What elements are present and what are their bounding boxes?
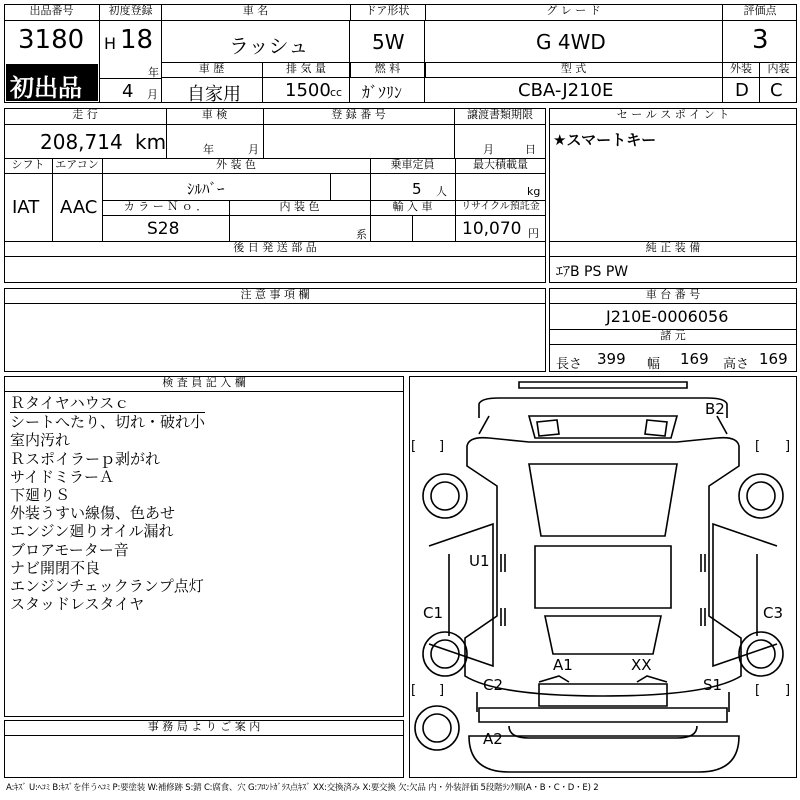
recycle-unit: 円 xyxy=(528,227,539,240)
capacity-label: 乗車定員 xyxy=(370,158,456,174)
bracket-mark: [ xyxy=(411,683,417,698)
lot-label: 出品番号 xyxy=(4,4,100,21)
load-unit: kg xyxy=(527,185,541,198)
divider xyxy=(349,21,350,63)
disp-label: 排 気 量 xyxy=(262,62,351,78)
reg-label: 初度登録 xyxy=(100,4,162,21)
ac-label: エアコン xyxy=(52,158,103,174)
inspector-remarks xyxy=(10,394,205,613)
shift: IAT xyxy=(12,197,40,218)
sales-point: ★スマートキー xyxy=(553,131,657,149)
office-label: 事 務 局 よ り ご 案 内 xyxy=(4,720,404,736)
divider xyxy=(52,158,53,242)
reg-month-unit: 月 xyxy=(147,88,158,101)
damage-mark: C3 xyxy=(763,604,784,622)
inspector-label: 検 査 員 記 入 欄 xyxy=(4,376,404,392)
bracket-mark: [ xyxy=(755,683,761,698)
divider xyxy=(229,200,230,242)
car-name: ラッシュ xyxy=(229,34,309,58)
inspector-remark-line: Ｒスポイラーｐ剥がれ xyxy=(10,449,161,468)
bracket-mark: ] xyxy=(439,439,445,454)
bracket-mark: ] xyxy=(785,683,791,698)
reg-month: 4 xyxy=(122,81,134,102)
bracket-mark: [ xyxy=(755,439,761,454)
divider xyxy=(262,62,263,103)
recycle-fee: 10,070 xyxy=(462,219,522,239)
insp-month: 月 xyxy=(248,143,259,156)
damage-mark: A2 xyxy=(483,730,503,748)
reg-era: H xyxy=(104,34,117,53)
mileage: 208,714 xyxy=(40,130,123,154)
intcolor-unit: 系 xyxy=(356,228,367,241)
fuel-label: 燃 料 xyxy=(350,62,426,78)
int-grade: C xyxy=(770,80,783,101)
divider xyxy=(424,62,425,103)
notes-label: 注 意 事 項 欄 xyxy=(4,288,546,304)
fuel: ｶﾞｿﾘﾝ xyxy=(362,83,403,102)
load-label: 最大積載量 xyxy=(455,158,546,174)
inspector-remark-line: ブロアモーター音 xyxy=(10,540,129,559)
inspector-remark-line: 下廻りＳ xyxy=(10,486,71,505)
equipment: ｴｱB PS PW xyxy=(556,264,629,280)
reg-year: 18 xyxy=(120,25,154,55)
model-label: 型 式 xyxy=(425,62,723,78)
inspector-remark-line: エンジン廻りオイル漏れ xyxy=(10,522,174,541)
ext-grade: D xyxy=(735,80,749,101)
grade: G 4WD xyxy=(536,30,606,54)
width-label: 幅 xyxy=(647,357,661,372)
displacement: 1500 xyxy=(285,80,331,101)
mileage-unit: km xyxy=(135,130,167,154)
chassis-label: 車 台 番 号 xyxy=(549,288,797,304)
recycle-label: リサイクル預託金 xyxy=(455,200,546,216)
history: 自家用 xyxy=(187,84,241,105)
lot-number: 3180 xyxy=(18,25,85,55)
damage-mark: B2 xyxy=(705,400,725,418)
damage-mark: S1 xyxy=(703,676,723,694)
capacity: 5 xyxy=(412,180,422,198)
sales-label: セ ー ル ス ポ イ ン ト xyxy=(549,108,797,125)
bracket-mark: ] xyxy=(785,439,791,454)
insp-year: 年 xyxy=(203,143,214,156)
transfer-label: 譲渡書類期限 xyxy=(454,108,546,125)
exterior-color: ｼﾙﾊﾞｰ xyxy=(187,180,225,198)
mileage-label: 走 行 xyxy=(4,108,167,125)
int-label: 内装 xyxy=(760,62,797,78)
divider xyxy=(759,78,760,103)
disp-unit: cc xyxy=(330,86,343,99)
divider xyxy=(424,21,425,63)
legend: A:ｷｽﾞ U:ﾍｺﾐ B:ｷｽﾞを伴うﾍｺﾐ P:要塗装 W:補修跡 S:錆 C:腐食、穴 G:ﾌﾛﾝﾄｶﾞﾗｽ点ｷｽﾞ XX:交換済み X:要交換 欠:欠品 内・外装評価 5段階ﾗﾝｸ順(A・B・C・D・E) 2 xyxy=(6,783,599,793)
divider xyxy=(454,108,455,159)
damage-mark: C2 xyxy=(483,676,504,694)
colorno-label: カ ラ ー Ｎ ｏ ． xyxy=(102,200,230,216)
damage-mark: XX xyxy=(631,656,652,674)
divider xyxy=(330,174,331,200)
grade-label: グ レ ー ド xyxy=(425,4,723,21)
inspector-remark-line: ナビ開閉不良 xyxy=(10,558,101,577)
transfer-day: 日 xyxy=(525,143,536,156)
equipment-label: 純 正 装 備 xyxy=(549,241,797,257)
shift-label: シフト xyxy=(4,158,53,174)
ext-label: 外装 xyxy=(723,62,760,78)
door-type: 5W xyxy=(372,30,405,54)
inspector-remark-line: エンジンチェックランプ点灯 xyxy=(10,577,204,596)
bracket-mark: ] xyxy=(439,683,445,698)
first-listing-text: 初出品 xyxy=(10,74,82,102)
score: 3 xyxy=(752,25,769,55)
divider xyxy=(263,108,264,159)
height-label: 高さ xyxy=(723,357,750,372)
inspector-remark-line: Ｒタイヤハウスｃ xyxy=(10,394,205,413)
chassis-number: J210E-0006056 xyxy=(606,307,729,326)
score-label: 評価点 xyxy=(723,4,797,21)
inspector-remark-line: スタッドレスタイヤ xyxy=(10,595,145,614)
car-damage-diagram xyxy=(409,376,797,778)
aircon: AAC xyxy=(60,197,98,218)
height: 169 xyxy=(759,350,788,368)
divider xyxy=(100,78,162,79)
intcolor-label: 内 装 色 xyxy=(229,200,371,216)
damage-mark: C1 xyxy=(423,604,444,622)
inspection-label: 車 検 xyxy=(166,108,264,125)
length-label: 長さ xyxy=(556,357,583,372)
length: 399 xyxy=(597,350,626,368)
dimensions-label: 諸 元 xyxy=(549,329,797,345)
damage-mark: U1 xyxy=(469,552,490,570)
later-parts-label: 後 日 発 送 部 品 xyxy=(4,241,546,257)
divider xyxy=(412,216,413,242)
color-label: 外 装 色 xyxy=(102,158,371,174)
bracket-mark: [ xyxy=(411,439,417,454)
damage-mark: A1 xyxy=(553,656,573,674)
plate-label: 登 録 番 号 xyxy=(263,108,455,125)
inspector-remark-line: サイドミラーＡ xyxy=(10,467,114,486)
divider xyxy=(166,108,167,159)
transfer-month: 月 xyxy=(483,143,494,156)
model-code: CBA-J210E xyxy=(518,80,614,101)
inspector-remark-line: 室内汚れ xyxy=(10,431,71,450)
inspector-remark-line: シートへたり、切れ・破れ小 xyxy=(10,413,206,432)
color-number: S28 xyxy=(147,219,180,239)
divider xyxy=(349,62,350,103)
capacity-unit: 人 xyxy=(436,185,447,198)
history-label: 車 歴 xyxy=(161,62,263,78)
door-label: ドア形状 xyxy=(350,4,426,21)
reg-year-unit: 年 xyxy=(148,66,159,79)
inspector-remark-line: 外装うすい線傷、色あせ xyxy=(10,504,176,523)
import-label: 輸 入 車 xyxy=(370,200,456,216)
width: 169 xyxy=(680,350,709,368)
name-label: 車 名 xyxy=(161,4,351,21)
